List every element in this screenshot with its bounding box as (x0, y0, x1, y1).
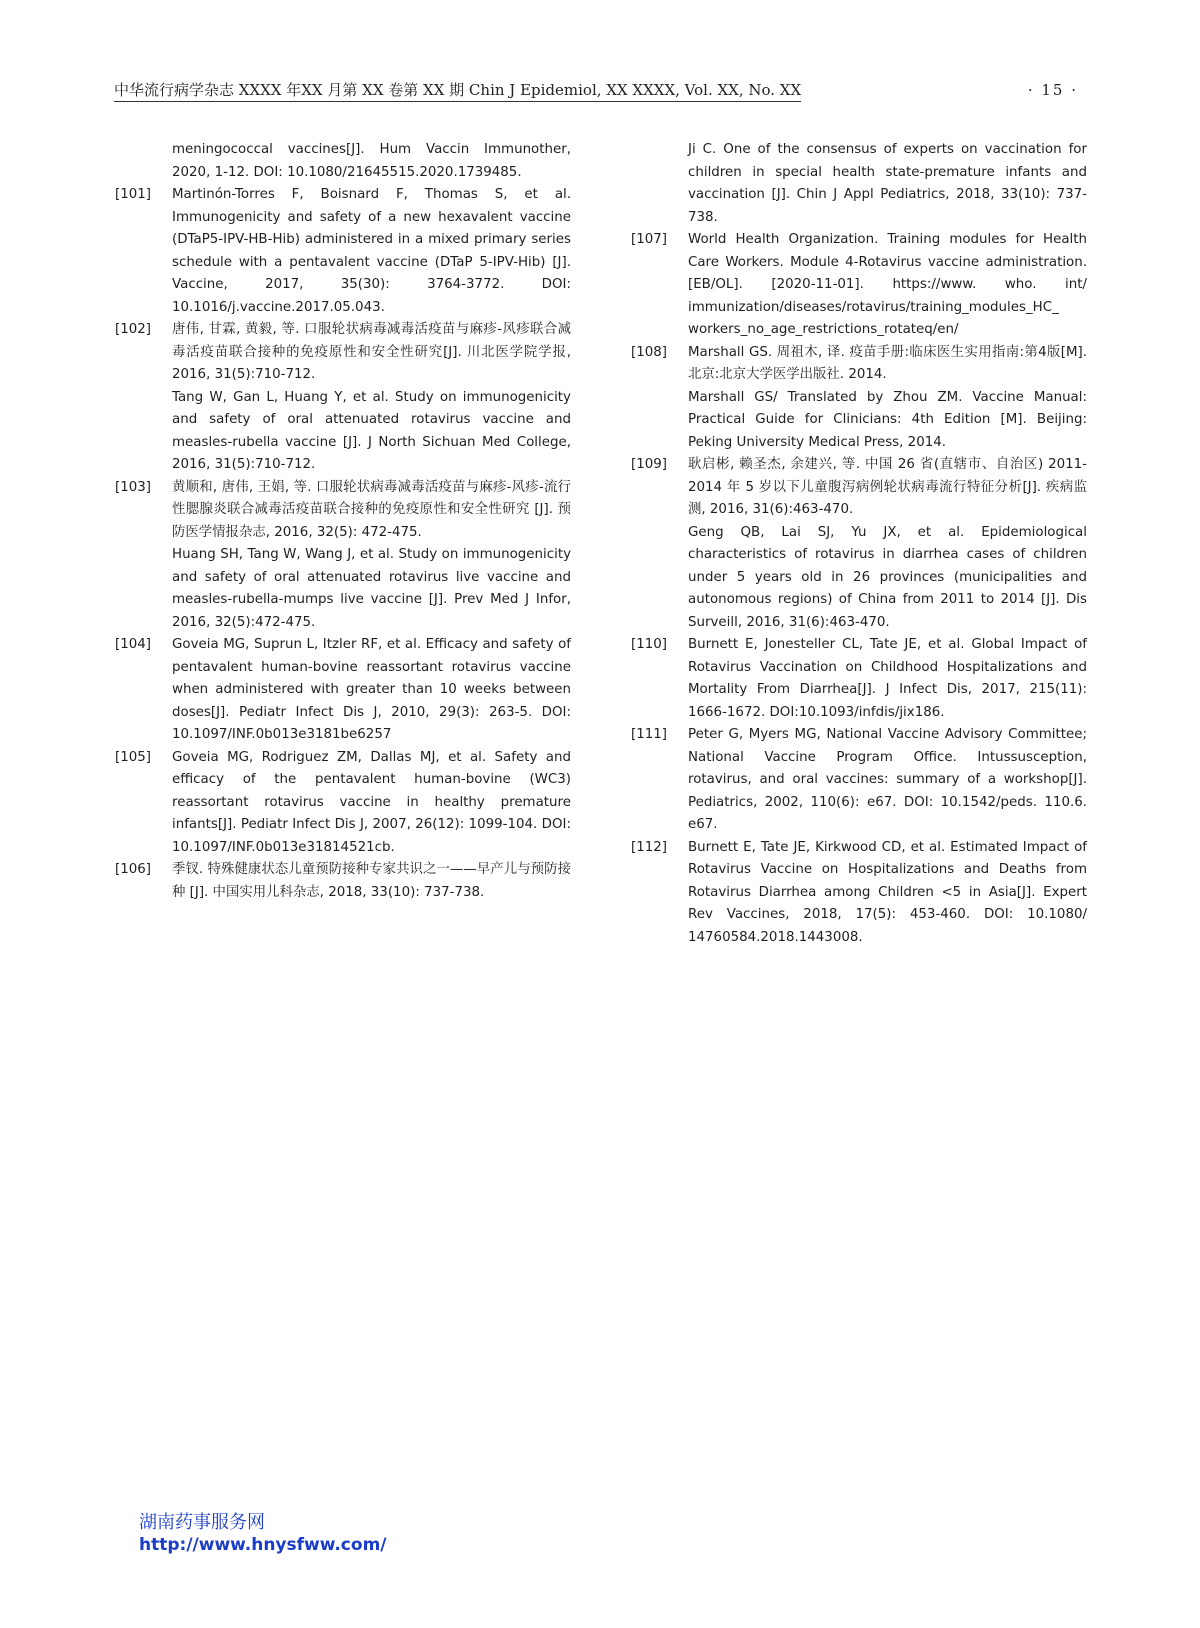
reference-number: [112] (631, 839, 668, 855)
reference-107 (631, 229, 1087, 342)
reference-text-english: Tang W, Gan L, Huang Y, et al. Study on immunogenicity and safety of oral attenuated rotavirus vaccine and measles-rubella vaccine [J]. J North Sichuan Med College, 2016, 31(5):710-712. (172, 389, 571, 472)
reference-111 (631, 724, 1087, 837)
reference-105 (115, 747, 571, 860)
reference-text: 黄顺和, 唐伟, 王娟, 等. 口服轮状病毒减毒活疫苗与麻疹-风疹-流行性腮腺炎联合减毒活疫苗联合接种的免疫原性和安全性研究 [J]. 预防医学情报杂志, 2016, 32(5): 472-475. (172, 479, 571, 540)
reference-text: 唐伟, 甘霖, 黄毅, 等. 口服轮状病毒减毒活疫苗与麻疹-风疹联合减毒活疫苗联合接种的免疫原性和安全性研究[J]. 川北医学院学报, 2016, 31(5):710-712. (172, 322, 571, 382)
reference-continuation: Ji C. One of the consensus of experts on vaccination for children in special health state-premature infants and vaccination [J]. Chin J Appl Pediatrics, 2018, 33(10): 737-738. (688, 142, 1087, 225)
reference-text: Goveia MG, Rodriguez ZM, Dallas MJ, et al. Safety and efficacy of the pentavalent human-bovine (WC3) reassortant rotavirus vaccine in healthy premature infants[J]. Pediatr Infect Dis J, 2007, 26(12): 1099-104. DOI: 10.1097/INF.0b013e31814521cb. (172, 749, 571, 855)
running-header (114, 80, 1078, 102)
reference-108 (631, 342, 1087, 455)
journal-citation-line: 中华流行病学杂志 XXXX 年XX 月第 XX 卷第 XX 期 Chin J Epidemiol, XX XXXX, Vol. XX, No. XX (114, 80, 801, 102)
site-name: 湖南药事服务网 (139, 1512, 265, 1533)
reference-text: Marshall GS. 周祖木, 译. 疫苗手册:临床医生实用指南:第4版[M]. 北京:北京大学医学出版社. 2014. (688, 344, 1087, 382)
page-number: · 15 · (1027, 81, 1078, 99)
reference-number: [109] (631, 457, 668, 472)
reference-109 (631, 454, 1087, 634)
reference-112 (631, 837, 1087, 950)
reference-text-english: Marshall GS/ Translated by Zhou ZM. Vaccine Manual: Practical Guide for Clinicians: 4th Edition [M]. Beijing: Peking University Medical Press, 2014. (688, 389, 1087, 450)
left-column (115, 139, 571, 904)
reference-106 (115, 859, 571, 904)
site-url-link[interactable]: http://www.hnysfww.com/ (139, 1535, 387, 1555)
reference-text: Martinón-Torres F, Boisnard F, Thomas S, et al. Immunogenicity and safety of a new hexavalent vaccine (DTaP5-IPV-HB-Hib) administered in a mixed primary series schedule with a pentavalent vaccine (DTaP 5-IPV-Hib) [J]. Vaccine, 2017, 35(30): 3764-3772. DOI: 10.1016/j.vaccine.2017.05.043. (172, 187, 571, 315)
reference-number: [103] (115, 479, 152, 495)
reference-number: [110] (631, 637, 668, 652)
reference-number: [111] (631, 727, 668, 742)
reference-continuation: meningococcal vaccines[J]. Hum Vaccin Immunother, 2020, 1-12. DOI: 10.1080/21645515.2020.1739485. (172, 142, 571, 180)
reference-103 (115, 477, 571, 635)
reference-text: World Health Organization. Training modules for Health Care Workers. Module 4-Rotavirus vaccine administration. [EB/OL]. [2020-11-01]. https://www. who. int/ immunization/diseases/rotavirus/training_modules_HC_ workers_no_age_restrictions_rotateq/en/ (688, 232, 1087, 337)
reference-110 (631, 634, 1087, 724)
reference-number: [104] (115, 637, 152, 652)
reference-text: Burnett E, Tate JE, Kirkwood CD, et al. Estimated Impact of Rotavirus Vaccine on Hospitalizations and Deaths from Rotavirus Diarrhea among Children <5 in Asia[J]. Expert Rev Vaccines, 2018, 17(5): 453-460. DOI: 10.1080/ 14760584.2018.1443008. (688, 839, 1087, 945)
reference-102 (115, 319, 571, 477)
reference-number: [105] (115, 749, 152, 765)
reference-number: [102] (115, 322, 152, 337)
reference-text: 耿启彬, 赖圣杰, 余建兴, 等. 中国 26 省(直辖市、自治区) 2011-2014 年 5 岁以下儿童腹泻病例轮状病毒流行特征分析[J]. 疾病监测, 2016, 31(6):463-470. (688, 457, 1087, 517)
reference-number: [106] (115, 862, 152, 877)
reference-text-english: Huang SH, Tang W, Wang J, et al. Study on immunogenicity and safety of oral attenuated rotavirus live vaccine and measles-rubella-mumps live vaccine [J]. Prev Med J Infor, 2016, 32(5):472-475. (172, 547, 571, 630)
reference-number: [108] (631, 344, 668, 360)
reference-text: 季钗. 特殊健康状态儿童预防接种专家共识之一——早产儿与预防接种 [J]. 中国实用儿科杂志, 2018, 33(10): 737-738. (172, 862, 571, 900)
reference-text: Peter G, Myers MG, National Vaccine Advisory Committee; National Vaccine Program Office. Intussusception, rotavirus, and oral vaccines: summary of a workshop[J]. Pediatrics, 2002, 110(6): e67. DOI: 10.1542/peds. 110.6. e67. (688, 727, 1087, 832)
reference-number: [107] (631, 232, 668, 247)
reference-text-english: Geng QB, Lai SJ, Yu JX, et al. Epidemiological characteristics of rotavirus in diarrhea cases of children under 5 years old in 26 provinces (municipalities and autonomous regions) of China from 2011 to 2014 [J]. Dis Surveill, 2016, 31(6):463-470. (688, 524, 1087, 630)
reference-104 (115, 634, 571, 747)
reference-101 (115, 184, 571, 319)
site-watermark (139, 1512, 387, 1556)
reference-text: Goveia MG, Suprun L, Itzler RF, et al. Efficacy and safety of pentavalent human-bovine reassortant rotavirus vaccine when administered with greater than 10 weeks between doses[J]. Pediatr Infect Dis J, 2010, 29(3): 263-5. DOI: 10.1097/INF.0b013e3181be6257 (172, 637, 571, 742)
right-column (631, 139, 1087, 949)
reference-text: Burnett E, Jonesteller CL, Tate JE, et al. Global Impact of Rotavirus Vaccination on Childhood Hospitalizations and Mortality From Diarrhea[J]. J Infect Dis, 2017, 215(11): 1666-1672. DOI:10.1093/infdis/jix186. (688, 637, 1087, 720)
reference-number: [101] (115, 187, 152, 202)
